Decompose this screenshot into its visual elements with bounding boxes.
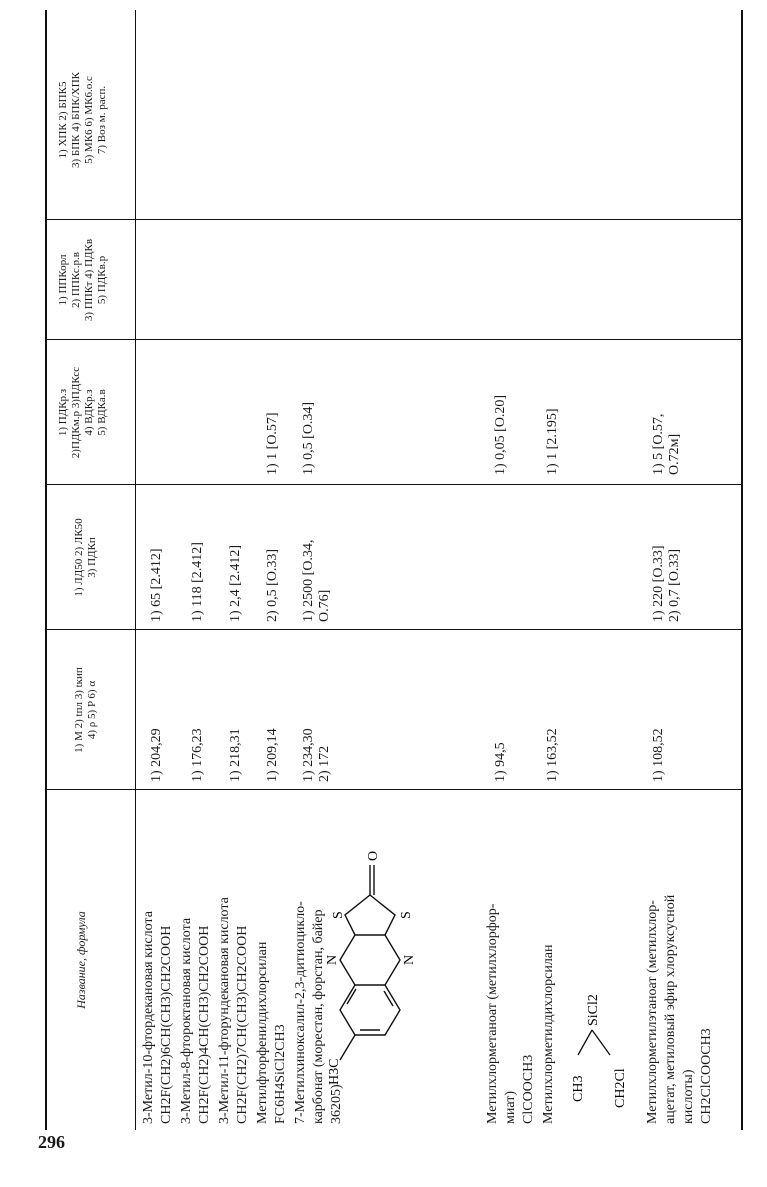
label-ch2cl: CH2Cl (613, 1068, 628, 1108)
row4-formula: FC6H4SiCl2CH3 (273, 1024, 288, 1124)
silane-bond-1 (578, 1030, 592, 1055)
label-s2: S (399, 911, 414, 919)
row2-props: 1) 176,23 (190, 728, 205, 782)
body-sep-1 (135, 789, 741, 790)
label-sicl2: SiCl2 (586, 994, 601, 1026)
row8-props: 1) 108,52 (651, 728, 666, 782)
row5-tox: 1) 2500 [O.34, O.76] (301, 539, 332, 622)
row6-formula: ClCOOCH3 (521, 1054, 536, 1124)
row2-tox: 1) 118 [2.412] (190, 542, 205, 622)
row7-air: 1) 1 [2.195] (545, 408, 560, 475)
dithiolane-ring (345, 895, 395, 935)
row2-formula: CH2F(CH2)4CH(CH3)CH2COOH (197, 925, 212, 1124)
label-n1: N (325, 954, 340, 965)
header-water (57, 220, 109, 340)
row5-props: 1) 234,30 2) 172 (301, 728, 332, 782)
silane-structure (560, 910, 630, 1110)
header-air-line-4: 5) ВДКа.в (96, 389, 108, 436)
row8-name-1: Метилхлорметилэтаноат (метилхлор- (645, 900, 660, 1124)
label-s1: S (331, 911, 346, 919)
body-sep-3 (135, 484, 741, 485)
pyrazine-ring (340, 935, 400, 985)
label-o: O (366, 850, 381, 861)
page-number: 296 (38, 1132, 65, 1152)
label-h3c: H3C (327, 1058, 342, 1085)
table-bottom-rule (741, 10, 743, 1130)
header-air-line-2: 2)ПДКм.р 3)ПДКсс (70, 366, 82, 459)
row1-formula: CH2F(CH2)6CH(CH3)CH2COOH (159, 925, 174, 1124)
header-tox-line-2: 3) ПДКп (86, 537, 98, 578)
row2-name: 3-Метил-8-фтороктановая кислота (179, 917, 194, 1124)
row3-name: 3-Метил-11-фторундекановая кислота (217, 897, 232, 1124)
header-air-line-3: 4) ВДКр.з (83, 389, 95, 436)
row7-props: 1) 163,52 (545, 728, 560, 782)
row8-tox: 1) 220 [O.33] 2) 0,7 [O.33] (651, 545, 682, 622)
methyl-bond (340, 1035, 355, 1060)
body-sep-2 (135, 629, 741, 630)
header-hazard-line-4: 7) Воз м. расп. (96, 85, 108, 155)
header-hazard-line-3: 5) МК6 6) МК6.о.с (83, 76, 95, 164)
header-water-line-3: 3) ППКт 4) ПДКв (83, 238, 95, 322)
benzene-double-bond-2 (384, 991, 393, 1006)
label-ch3: CH3 (571, 1075, 586, 1102)
row1-name: 3-Метил-10-фтордекановая кислота (141, 911, 156, 1124)
row8-air: 1) 5 [O.57, O.72м] (651, 413, 682, 475)
label-n2: N (402, 954, 417, 965)
header-hazard (57, 20, 109, 220)
header-props (73, 630, 99, 790)
header-props-line-2: 4) ρ 5) P 6) α (86, 680, 98, 740)
row1-props: 1) 204,29 (149, 728, 164, 782)
header-water-line-2: 2) ППКс.р.в (70, 252, 82, 308)
row6-air: 1) 0,05 [O.20] (493, 394, 508, 475)
quinoxaline-structure (300, 805, 460, 1105)
table-top-rule (45, 10, 47, 1130)
row5-name-2: карбонат (морестан, форстан, байер (311, 909, 326, 1124)
header-water-line-1: 1) ППКорл (57, 254, 69, 306)
header-name: Название, формула (74, 911, 88, 1009)
row3-formula: CH2F(CH2)7CH(CH3)CH2COOH (235, 925, 250, 1124)
benzene-ring (340, 985, 400, 1035)
row6-name-1: Метилхлорметаноат (метилхлорфор- (485, 903, 500, 1124)
header-hazard-line-2: 3) БПК 4) БПК/ХПК (70, 71, 82, 169)
row5-name-3: 36205) (329, 1084, 344, 1124)
header-hazard-line-1: 1) ХПК 2) БПК5 (57, 81, 69, 159)
header-tox-line-1: 1) ЛД50 2) ЛК50 (73, 518, 85, 597)
row3-tox: 1) 2,4 [2.412] (228, 545, 243, 622)
row8-name-2: ацетат, метиловый эфир хлоруксусной (663, 894, 678, 1124)
row1-tox: 1) 65 [2.412] (149, 548, 164, 622)
header-water-line-4: 5) ПДКв.р (96, 255, 108, 305)
header-tox (73, 485, 99, 630)
row3-props: 1) 218,31 (228, 728, 243, 782)
header-rule (135, 10, 136, 1130)
header-props-line-1: 1) M 2) tпл 3) tкип (73, 667, 85, 753)
row6-name-2: миат) (503, 1091, 518, 1124)
row5-name-1: 7-Метилхиноксалил-2,3-дитиоцикло- (293, 901, 308, 1124)
row4-tox: 2) 0,5 [O.33] (265, 548, 280, 622)
row8-name-3: кислоты) (681, 1069, 696, 1124)
row4-air: 1) 1 [O.57] (265, 412, 280, 475)
body-sep-4 (135, 339, 741, 340)
header-air (57, 340, 109, 485)
silane-bond-2 (592, 1030, 610, 1055)
row8-formula: CH2ClCOOCH3 (699, 1028, 714, 1124)
header-air-line-1: 1) ПДКр.з (57, 388, 69, 437)
row4-name: Метилфторфенилдихлорсилан (255, 941, 270, 1124)
row7-name: Метилхлорметилдихлорсилан (541, 944, 556, 1124)
row6-props: 1) 94,5 (493, 742, 508, 782)
body-sep-5 (135, 219, 741, 220)
row4-props: 1) 209,14 (265, 728, 280, 782)
row5-air: 1) 0,5 [O.34] (301, 401, 316, 475)
rotated-table (45, 10, 745, 1130)
